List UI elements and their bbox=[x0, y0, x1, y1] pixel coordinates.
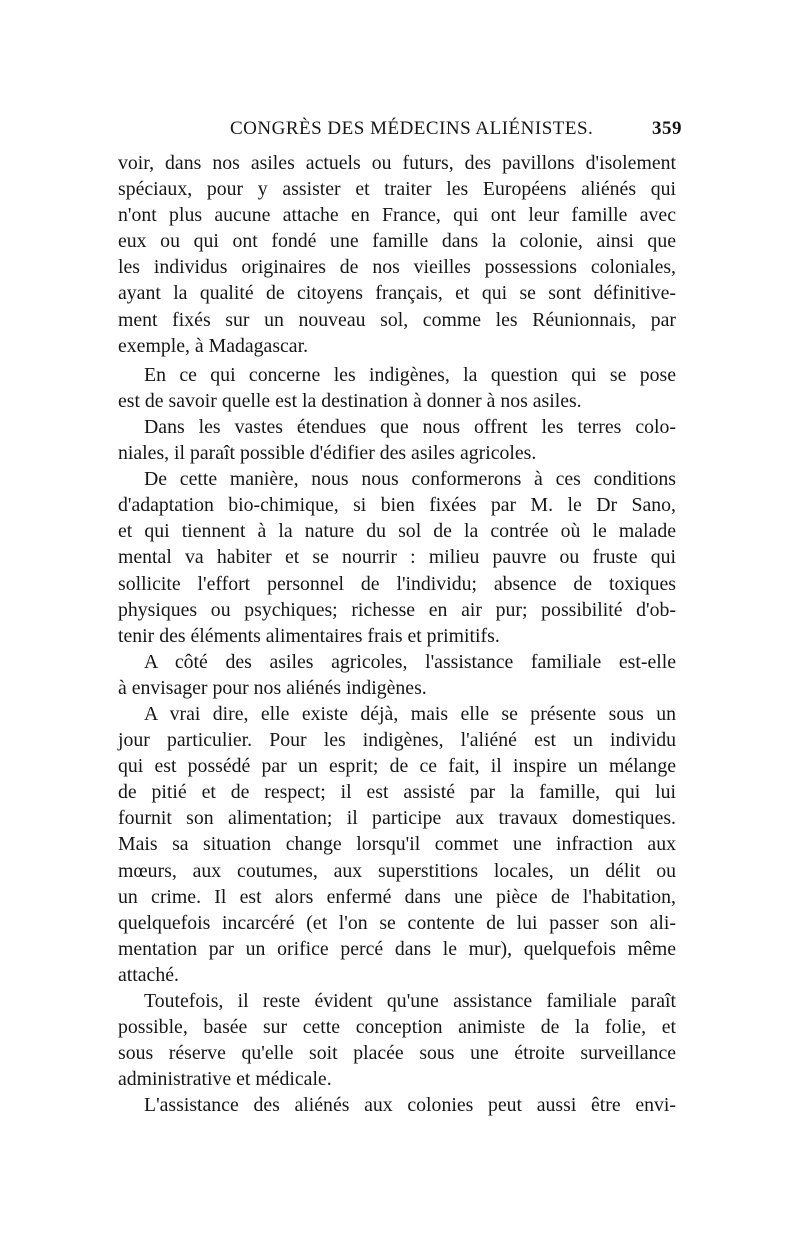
paragraph bbox=[118, 649, 676, 701]
text-line: niales, il paraît possible d'édifier des asiles agricoles. bbox=[118, 442, 537, 465]
text-line: à envisager pour nos aliénés indigènes. bbox=[118, 676, 427, 699]
text-line: eux ou qui ont fondé une famille dans la colonie, ainsi que bbox=[118, 230, 676, 253]
text-line: voir, dans nos asiles actuels ou futurs, des pavillons d'isolement bbox=[118, 152, 676, 174]
text-line: spéciaux, pour y assister et traiter les Européens aliénés qui bbox=[118, 178, 676, 201]
text-line: ment fixés sur un nouveau sol, comme les Réunionnais, par bbox=[118, 308, 676, 331]
text-line: En ce qui concerne les indigènes, la question qui se pose bbox=[144, 363, 676, 386]
text-line: A vrai dire, elle existe déjà, mais elle se présente sous un bbox=[144, 702, 676, 725]
text-line: exemple, à Madagascar. bbox=[118, 334, 309, 357]
paragraph bbox=[118, 1092, 676, 1118]
text-line: tenir des éléments alimentaires frais et primitifs. bbox=[118, 624, 500, 647]
paragraph bbox=[118, 466, 676, 649]
text-line: mental va habiter et se nourrir : milieu pauvre ou fruste qui bbox=[118, 546, 676, 569]
paragraph bbox=[118, 414, 676, 466]
text-line: administrative et médicale. bbox=[118, 1068, 332, 1091]
paragraph bbox=[118, 701, 676, 988]
text-line: les individus originaires de nos vieilles possessions coloniales, bbox=[118, 256, 676, 279]
text-line: De cette manière, nous nous conformerons à ces conditions bbox=[144, 468, 676, 491]
page-header bbox=[116, 118, 682, 148]
paragraph bbox=[118, 150, 676, 359]
text-line: ayant la qualité de citoyens français, et qui se sont définitive- bbox=[118, 282, 676, 305]
text-line: fournit son alimentation; il participe aux travaux domestiques. bbox=[118, 807, 676, 830]
text-line: qui est possédé par un esprit; de ce fait, il inspire un mélange bbox=[118, 755, 676, 778]
text-line: sous réserve qu'elle soit placée sous une étroite surveillance bbox=[118, 1042, 676, 1065]
body-text bbox=[118, 150, 676, 1118]
text-line: possible, basée sur cette conception animiste de la folie, et bbox=[118, 1016, 676, 1039]
text-line: Dans les vastes étendues que nous offrent les terres colo- bbox=[144, 415, 676, 438]
text-line: quelquefois incarcéré (et l'on se contente de lui passer son ali- bbox=[118, 911, 676, 934]
text-line: sollicite l'effort personnel de l'individu; absence de toxiques bbox=[118, 572, 676, 595]
text-line: d'adaptation bio-chimique, si bien fixées par M. le Dr Sano, bbox=[118, 494, 676, 517]
text-line: de pitié et de respect; il est assisté par la famille, qui lui bbox=[118, 781, 676, 804]
text-line: attaché. bbox=[118, 963, 179, 986]
text-line: physiques ou psychiques; richesse en air pur; possibilité d'ob- bbox=[118, 598, 676, 621]
text-line: Mais sa situation change lorsqu'il commet une infraction aux bbox=[118, 833, 676, 856]
text-line: L'assistance des aliénés aux colonies peut aussi être envi- bbox=[144, 1094, 676, 1117]
text-line: un crime. Il est alors enfermé dans une pièce de l'habitation, bbox=[118, 885, 676, 908]
paragraph bbox=[118, 362, 676, 414]
running-title: CONGRÈS DES MÉDECINS ALIÉNISTES. bbox=[230, 118, 594, 139]
text-line: Toutefois, il reste évident qu'une assistance familiale paraît bbox=[144, 990, 676, 1012]
text-line: est de savoir quelle est la destination à donner à nos asiles. bbox=[118, 389, 582, 412]
text-line: A côté des asiles agricoles, l'assistance familiale est-elle bbox=[144, 650, 676, 673]
text-line: et qui tiennent à la nature du sol de la contrée où le malade bbox=[118, 520, 676, 543]
text-line: jour particulier. Pour les indigènes, l'aliéné est un individu bbox=[118, 729, 676, 752]
text-line: mœurs, aux coutumes, aux superstitions locales, un délit ou bbox=[118, 859, 676, 882]
text-line: mentation par un orifice percé dans le mur), quelquefois même bbox=[118, 937, 676, 960]
page-number: 359 bbox=[652, 118, 682, 139]
text-line: n'ont plus aucune attache en France, qui ont leur famille avec bbox=[118, 204, 676, 227]
paragraph bbox=[118, 988, 676, 1092]
